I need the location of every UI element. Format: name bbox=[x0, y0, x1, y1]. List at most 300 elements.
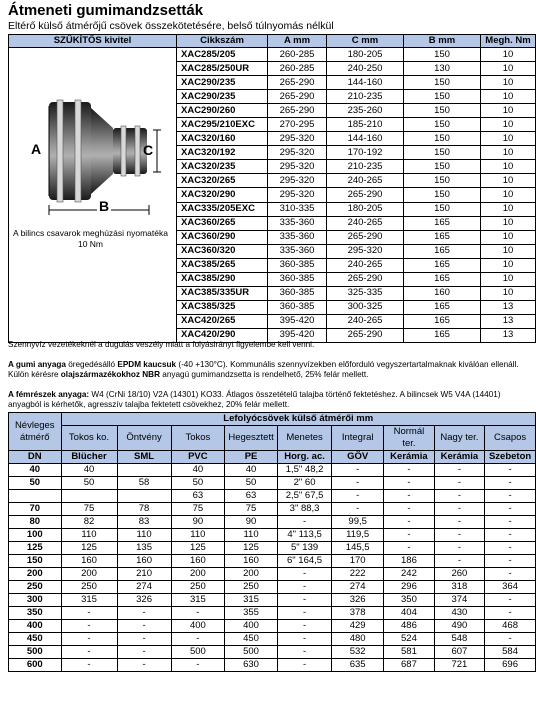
table-cell: 696 bbox=[485, 659, 536, 672]
dn-value bbox=[9, 490, 62, 503]
table-cell: 119,5 bbox=[332, 529, 384, 542]
table-cell: 429 bbox=[332, 620, 384, 633]
table-cell: 490 bbox=[434, 620, 484, 633]
table-cell: 165 bbox=[404, 272, 481, 286]
table-cell: - bbox=[332, 464, 384, 477]
table-cell: 200 bbox=[171, 568, 225, 581]
table-cell: 360-385 bbox=[268, 286, 327, 300]
table-cell: 10 bbox=[481, 216, 536, 230]
table-row bbox=[9, 659, 536, 672]
table-cell: 150 bbox=[404, 90, 481, 104]
dn-value: 100 bbox=[9, 529, 62, 542]
table-cell: 548 bbox=[434, 633, 484, 646]
table-cell: 260-285 bbox=[268, 62, 327, 76]
table-cell: - bbox=[277, 633, 331, 646]
table-cell: 10 bbox=[481, 174, 536, 188]
page-title: Átmeneti gumimandzsetták bbox=[8, 2, 204, 19]
table-cell bbox=[117, 490, 171, 503]
table-row bbox=[9, 516, 536, 529]
dimension-a-label: A bbox=[31, 141, 42, 157]
material-label: Blücher bbox=[61, 451, 117, 464]
table-cell: 40 bbox=[61, 464, 117, 477]
table-cell: 395-420 bbox=[268, 314, 327, 328]
table-cell: 250 bbox=[61, 581, 117, 594]
table-cell: - bbox=[434, 490, 484, 503]
table-cell: 584 bbox=[485, 646, 536, 659]
table-cell: 90 bbox=[225, 516, 278, 529]
table-cell: 200 bbox=[61, 568, 117, 581]
note-metal-material bbox=[8, 390, 528, 410]
table-row bbox=[9, 646, 536, 659]
pipe-diameter-table bbox=[8, 412, 536, 672]
table-cell: 430 bbox=[434, 607, 484, 620]
subheader: Menetes bbox=[277, 426, 331, 451]
table-cell: 125 bbox=[171, 542, 225, 555]
table-cell: 150 bbox=[404, 132, 481, 146]
table-cell: 145,5 bbox=[332, 542, 384, 555]
table-cell: 13 bbox=[481, 328, 536, 342]
table-cell: 165 bbox=[404, 230, 481, 244]
table-cell: 6" 164,5 bbox=[277, 555, 331, 568]
table-cell: 13 bbox=[481, 300, 536, 314]
table-cell: 265-290 bbox=[268, 104, 327, 118]
table-cell: 3" 88,3 bbox=[277, 503, 331, 516]
table-cell: - bbox=[485, 503, 536, 516]
table-cell: 300-325 bbox=[327, 300, 404, 314]
table-cell: 360-385 bbox=[268, 258, 327, 272]
torque-note: A bilincs csavarok meghúzási nyomatéka 10 Nm bbox=[13, 228, 168, 249]
dn-value: 125 bbox=[9, 542, 62, 555]
table-cell: 10 bbox=[481, 104, 536, 118]
table-cell: 10 bbox=[481, 146, 536, 160]
table-cell: 110 bbox=[171, 529, 225, 542]
table-cell: 265-290 bbox=[327, 272, 404, 286]
table-cell: 315 bbox=[171, 594, 225, 607]
table-cell: - bbox=[332, 477, 384, 490]
nominal-header: Névleges átmérő bbox=[9, 413, 62, 451]
product-code: XAC320/160 bbox=[177, 132, 268, 146]
table-cell: - bbox=[485, 542, 536, 555]
table-cell: - bbox=[485, 490, 536, 503]
table-cell: - bbox=[384, 516, 434, 529]
table-cell: - bbox=[171, 607, 225, 620]
table-cell bbox=[61, 490, 117, 503]
table-cell: 150 bbox=[404, 174, 481, 188]
table-cell: - bbox=[434, 542, 484, 555]
table-cell: 450 bbox=[225, 633, 278, 646]
table-cell: 635 bbox=[332, 659, 384, 672]
table-cell: 295-320 bbox=[327, 244, 404, 258]
product-code: XAC420/290 bbox=[177, 328, 268, 342]
group-header: Lefolyócsövek külső átmérői mm bbox=[61, 413, 536, 426]
subheader: Integral bbox=[332, 426, 384, 451]
table-cell: 274 bbox=[117, 581, 171, 594]
table-cell: - bbox=[434, 529, 484, 542]
table-cell: 326 bbox=[332, 594, 384, 607]
table-cell: 260-285 bbox=[268, 48, 327, 62]
table-cell: 125 bbox=[61, 542, 117, 555]
note-rubber-text-a: öregedésálló bbox=[65, 360, 118, 369]
table-cell: 75 bbox=[225, 503, 278, 516]
table-row bbox=[9, 620, 536, 633]
table-cell: 250 bbox=[171, 581, 225, 594]
note-rubber-bold: A gumi anyaga bbox=[8, 360, 66, 369]
table-cell: 10 bbox=[481, 132, 536, 146]
table-cell: - bbox=[485, 516, 536, 529]
table-cell: 210-235 bbox=[327, 90, 404, 104]
table-cell: 235-260 bbox=[327, 104, 404, 118]
table-cell: - bbox=[117, 633, 171, 646]
table-cell: 335-360 bbox=[268, 216, 327, 230]
table-cell: - bbox=[277, 516, 331, 529]
product-code: XAC285/205 bbox=[177, 48, 268, 62]
table-cell: - bbox=[384, 490, 434, 503]
table-cell: 130 bbox=[404, 62, 481, 76]
table-cell: 10 bbox=[481, 286, 536, 300]
table-cell: 355 bbox=[225, 607, 278, 620]
table-cell: - bbox=[277, 659, 331, 672]
table-cell: 270-295 bbox=[268, 118, 327, 132]
table-cell: 240-265 bbox=[327, 174, 404, 188]
table-cell: 160 bbox=[404, 286, 481, 300]
table-cell: - bbox=[384, 477, 434, 490]
table-cell: 40 bbox=[225, 464, 278, 477]
dn-value: 40 bbox=[9, 464, 62, 477]
table-cell: - bbox=[485, 555, 536, 568]
product-code: XAC320/290 bbox=[177, 188, 268, 202]
table-cell: 374 bbox=[434, 594, 484, 607]
table-cell: 150 bbox=[404, 160, 481, 174]
reducer-sleeve-illustration bbox=[9, 48, 172, 223]
product-code: XAC290/260 bbox=[177, 104, 268, 118]
material-label: Horg. ac. bbox=[277, 451, 331, 464]
product-code: XAC320/235 bbox=[177, 160, 268, 174]
table-cell: 486 bbox=[384, 620, 434, 633]
table-cell: 360-385 bbox=[268, 272, 327, 286]
table-cell: 170-192 bbox=[327, 146, 404, 160]
table-cell: 165 bbox=[404, 328, 481, 342]
subheader: Csapos bbox=[485, 426, 536, 451]
material-label: PE bbox=[225, 451, 278, 464]
table-cell: 170 bbox=[332, 555, 384, 568]
table-cell: - bbox=[485, 529, 536, 542]
product-code: XAC360/320 bbox=[177, 244, 268, 258]
table-cell: 265-290 bbox=[268, 90, 327, 104]
table-cell: 400 bbox=[225, 620, 278, 633]
table-cell: 265-290 bbox=[327, 230, 404, 244]
table-cell: 125 bbox=[225, 542, 278, 555]
table-cell: 165 bbox=[404, 216, 481, 230]
table-cell: 240-265 bbox=[327, 216, 404, 230]
table-cell: 240-265 bbox=[327, 314, 404, 328]
note-metal-bold: A fémrészek anyaga: bbox=[8, 390, 90, 399]
table-cell: 315 bbox=[61, 594, 117, 607]
table-cell: 165 bbox=[404, 314, 481, 328]
table-cell: 75 bbox=[61, 503, 117, 516]
dn-label: DN bbox=[9, 451, 62, 464]
table-cell: - bbox=[61, 659, 117, 672]
material-label: Kerámia bbox=[384, 451, 434, 464]
table-cell: 10 bbox=[481, 76, 536, 90]
table-cell: - bbox=[434, 464, 484, 477]
table-row bbox=[9, 477, 536, 490]
table-cell: 500 bbox=[171, 646, 225, 659]
table-cell: 335-360 bbox=[268, 230, 327, 244]
note-rubber-material bbox=[8, 360, 528, 380]
table-cell: 63 bbox=[225, 490, 278, 503]
note-flow-direction: Szennyvíz vezetékeknél a dugulás veszély miatt a folyásirányt figyelembe kell venni. bbox=[8, 340, 315, 349]
table-cell: - bbox=[61, 633, 117, 646]
table-cell: 335-360 bbox=[268, 244, 327, 258]
table-cell: 10 bbox=[481, 62, 536, 76]
table-row bbox=[9, 48, 536, 62]
table-cell: 468 bbox=[485, 620, 536, 633]
table-cell: 395-420 bbox=[268, 328, 327, 342]
table-cell: 2" 60 bbox=[277, 477, 331, 490]
table-cell: 296 bbox=[384, 581, 434, 594]
table-cell: 10 bbox=[481, 48, 536, 62]
table-cell: - bbox=[277, 568, 331, 581]
table-cell: 10 bbox=[481, 244, 536, 258]
product-code: XAC285/250UR bbox=[177, 62, 268, 76]
subheader: Tokos ko. bbox=[61, 426, 117, 451]
table-cell: 295-320 bbox=[268, 132, 327, 146]
table-row bbox=[9, 633, 536, 646]
table-row bbox=[9, 529, 536, 542]
table-cell: - bbox=[434, 503, 484, 516]
table-cell: - bbox=[277, 607, 331, 620]
table-cell: 315 bbox=[225, 594, 278, 607]
note-rubber-text-b: (-40 +130°C). Kommunális szennyvízekben előforduló vegyszertartalmaknak kiválóan ellenáll. Külön kérésre bbox=[8, 360, 519, 379]
table-cell: 40 bbox=[171, 464, 225, 477]
dn-value: 80 bbox=[9, 516, 62, 529]
table-cell: 350 bbox=[384, 594, 434, 607]
note-metal-text: W4 (CrNi 18/10) V2A (14301) KO33. Átlagos összetételű talajba történő fektetéshez. A bilincsek W5 V4A (14401) anyagból is kérhetők, agresszív talajba fektetett csövekhez, 20% felár mellett. bbox=[8, 390, 501, 409]
table-cell: 524 bbox=[384, 633, 434, 646]
table-cell: 50 bbox=[225, 477, 278, 490]
note-rubber-text-c: anyagú gumimandzsetta is rendelhető, 25% felár mellett. bbox=[160, 370, 369, 379]
table-cell: 222 bbox=[332, 568, 384, 581]
subheader: Nagy ter. bbox=[434, 426, 484, 451]
table-cell: 360-385 bbox=[268, 300, 327, 314]
product-code: XAC320/192 bbox=[177, 146, 268, 160]
table-cell: 265-290 bbox=[327, 328, 404, 342]
material-label: Szebeton bbox=[485, 451, 536, 464]
table-row bbox=[9, 581, 536, 594]
product-code: XAC420/265 bbox=[177, 314, 268, 328]
table-cell: - bbox=[434, 516, 484, 529]
table-cell: 165 bbox=[404, 300, 481, 314]
table-cell: - bbox=[117, 659, 171, 672]
table-cell: 135 bbox=[117, 542, 171, 555]
table-cell: 2,5" 67,5 bbox=[277, 490, 331, 503]
dimension-c-label: C bbox=[143, 142, 154, 158]
table-cell: 150 bbox=[404, 104, 481, 118]
table-cell: - bbox=[434, 477, 484, 490]
table-row bbox=[9, 568, 536, 581]
table-cell: 10 bbox=[481, 90, 536, 104]
dn-value: 70 bbox=[9, 503, 62, 516]
table-cell: 325-335 bbox=[327, 286, 404, 300]
table-cell: 240-250 bbox=[327, 62, 404, 76]
subheader: Normál ter. bbox=[384, 426, 434, 451]
product-code: XAC290/235 bbox=[177, 90, 268, 104]
col-header-variant: SZŰKÍTŐS kivitel bbox=[9, 35, 177, 48]
dn-value: 50 bbox=[9, 477, 62, 490]
table-cell: 295-320 bbox=[268, 160, 327, 174]
table-cell: - bbox=[485, 594, 536, 607]
table-cell: - bbox=[485, 464, 536, 477]
table-cell: 250 bbox=[225, 581, 278, 594]
table-cell: 160 bbox=[117, 555, 171, 568]
table-cell: 90 bbox=[171, 516, 225, 529]
table-cell: 185-210 bbox=[327, 118, 404, 132]
table-cell: 295-320 bbox=[268, 174, 327, 188]
note-rubber-bold2: EPDM kaucsuk bbox=[117, 360, 177, 369]
table-cell: 50 bbox=[171, 477, 225, 490]
dimension-b-label: B bbox=[99, 198, 110, 214]
table-cell: 265-290 bbox=[327, 188, 404, 202]
table-cell: 180-205 bbox=[327, 48, 404, 62]
product-code: XAC295/210EXC bbox=[177, 118, 268, 132]
table-cell: 180-205 bbox=[327, 202, 404, 216]
product-code: XAC385/335UR bbox=[177, 286, 268, 300]
table-cell: - bbox=[171, 633, 225, 646]
dn-value: 350 bbox=[9, 607, 62, 620]
table-cell: 10 bbox=[481, 258, 536, 272]
table-cell: 260 bbox=[434, 568, 484, 581]
table-cell: 186 bbox=[384, 555, 434, 568]
table-cell: 318 bbox=[434, 581, 484, 594]
table-cell: - bbox=[61, 620, 117, 633]
dn-value: 300 bbox=[9, 594, 62, 607]
table-cell: 82 bbox=[61, 516, 117, 529]
table-cell: 10 bbox=[481, 188, 536, 202]
table-cell: 150 bbox=[404, 188, 481, 202]
table-cell: - bbox=[277, 581, 331, 594]
table-row bbox=[9, 490, 536, 503]
table-cell: - bbox=[485, 477, 536, 490]
table-cell: 150 bbox=[404, 76, 481, 90]
product-code: XAC385/265 bbox=[177, 258, 268, 272]
table-cell: 144-160 bbox=[327, 76, 404, 90]
material-label: GÖV bbox=[332, 451, 384, 464]
table-cell: 110 bbox=[225, 529, 278, 542]
reducer-table-header bbox=[9, 35, 536, 48]
material-label: Kerámia bbox=[434, 451, 484, 464]
table-cell: 150 bbox=[404, 146, 481, 160]
table-cell: 63 bbox=[171, 490, 225, 503]
table-cell: 310-335 bbox=[268, 202, 327, 216]
table-cell: 150 bbox=[404, 48, 481, 62]
table-cell: 5" 139 bbox=[277, 542, 331, 555]
table-cell: - bbox=[61, 646, 117, 659]
col-header-a: A mm bbox=[268, 35, 327, 48]
table-cell: 165 bbox=[404, 244, 481, 258]
table-cell: 687 bbox=[384, 659, 434, 672]
table-cell: - bbox=[117, 646, 171, 659]
table-cell: 400 bbox=[171, 620, 225, 633]
product-code: XAC320/265 bbox=[177, 174, 268, 188]
table-cell: 160 bbox=[171, 555, 225, 568]
table-cell: 404 bbox=[384, 607, 434, 620]
table-cell: - bbox=[117, 620, 171, 633]
table-cell: 630 bbox=[225, 659, 278, 672]
table-cell: 10 bbox=[481, 118, 536, 132]
reducer-table bbox=[8, 34, 536, 343]
table-cell: - bbox=[384, 529, 434, 542]
table-cell: 58 bbox=[117, 477, 171, 490]
table-cell: 165 bbox=[404, 258, 481, 272]
table-row bbox=[9, 555, 536, 568]
table-cell: 240-265 bbox=[327, 258, 404, 272]
table-cell: 295-320 bbox=[268, 188, 327, 202]
table-cell: - bbox=[384, 503, 434, 516]
table-cell: 607 bbox=[434, 646, 484, 659]
table-cell: - bbox=[61, 607, 117, 620]
table-cell: - bbox=[277, 646, 331, 659]
table-cell: 265-290 bbox=[268, 76, 327, 90]
table-cell: 274 bbox=[332, 581, 384, 594]
subheader: Hegesztett bbox=[225, 426, 278, 451]
table-cell: 581 bbox=[384, 646, 434, 659]
table-cell: - bbox=[277, 620, 331, 633]
table-row bbox=[9, 607, 536, 620]
table-cell: 10 bbox=[481, 202, 536, 216]
table-cell: - bbox=[384, 464, 434, 477]
table-cell: 150 bbox=[404, 118, 481, 132]
table-cell: - bbox=[277, 594, 331, 607]
table-cell: 326 bbox=[117, 594, 171, 607]
table-cell: - bbox=[434, 555, 484, 568]
table-cell: 160 bbox=[61, 555, 117, 568]
table-row bbox=[9, 594, 536, 607]
note-rubber-bold3: olajszármazékokhoz NBR bbox=[60, 370, 160, 379]
table-cell bbox=[117, 464, 171, 477]
material-label: PVC bbox=[171, 451, 225, 464]
dn-value: 500 bbox=[9, 646, 62, 659]
table-cell: 500 bbox=[225, 646, 278, 659]
table-row bbox=[9, 542, 536, 555]
product-code: XAC360/265 bbox=[177, 216, 268, 230]
subheader: Tokos bbox=[171, 426, 225, 451]
dn-value: 250 bbox=[9, 581, 62, 594]
table-cell: - bbox=[485, 568, 536, 581]
table-cell: 160 bbox=[225, 555, 278, 568]
col-header-code: Cikkszám bbox=[177, 35, 268, 48]
table-cell: - bbox=[384, 542, 434, 555]
table-cell: 99,5 bbox=[332, 516, 384, 529]
table-cell: 150 bbox=[404, 202, 481, 216]
reducer-diagram bbox=[9, 48, 177, 343]
table-cell: 144-160 bbox=[327, 132, 404, 146]
table-cell: 4" 113,5 bbox=[277, 529, 331, 542]
product-code: XAC335/205EXC bbox=[177, 202, 268, 216]
table-cell: 10 bbox=[481, 230, 536, 244]
table-cell: 10 bbox=[481, 272, 536, 286]
dn-value: 600 bbox=[9, 659, 62, 672]
table-cell: 364 bbox=[485, 581, 536, 594]
table-cell: 378 bbox=[332, 607, 384, 620]
table-cell: 83 bbox=[117, 516, 171, 529]
table-cell: 110 bbox=[117, 529, 171, 542]
table-cell: 10 bbox=[481, 160, 536, 174]
table-cell: - bbox=[332, 490, 384, 503]
table-cell: - bbox=[117, 607, 171, 620]
table-cell: 50 bbox=[61, 477, 117, 490]
col-header-c: C mm bbox=[327, 35, 404, 48]
table-cell: 480 bbox=[332, 633, 384, 646]
